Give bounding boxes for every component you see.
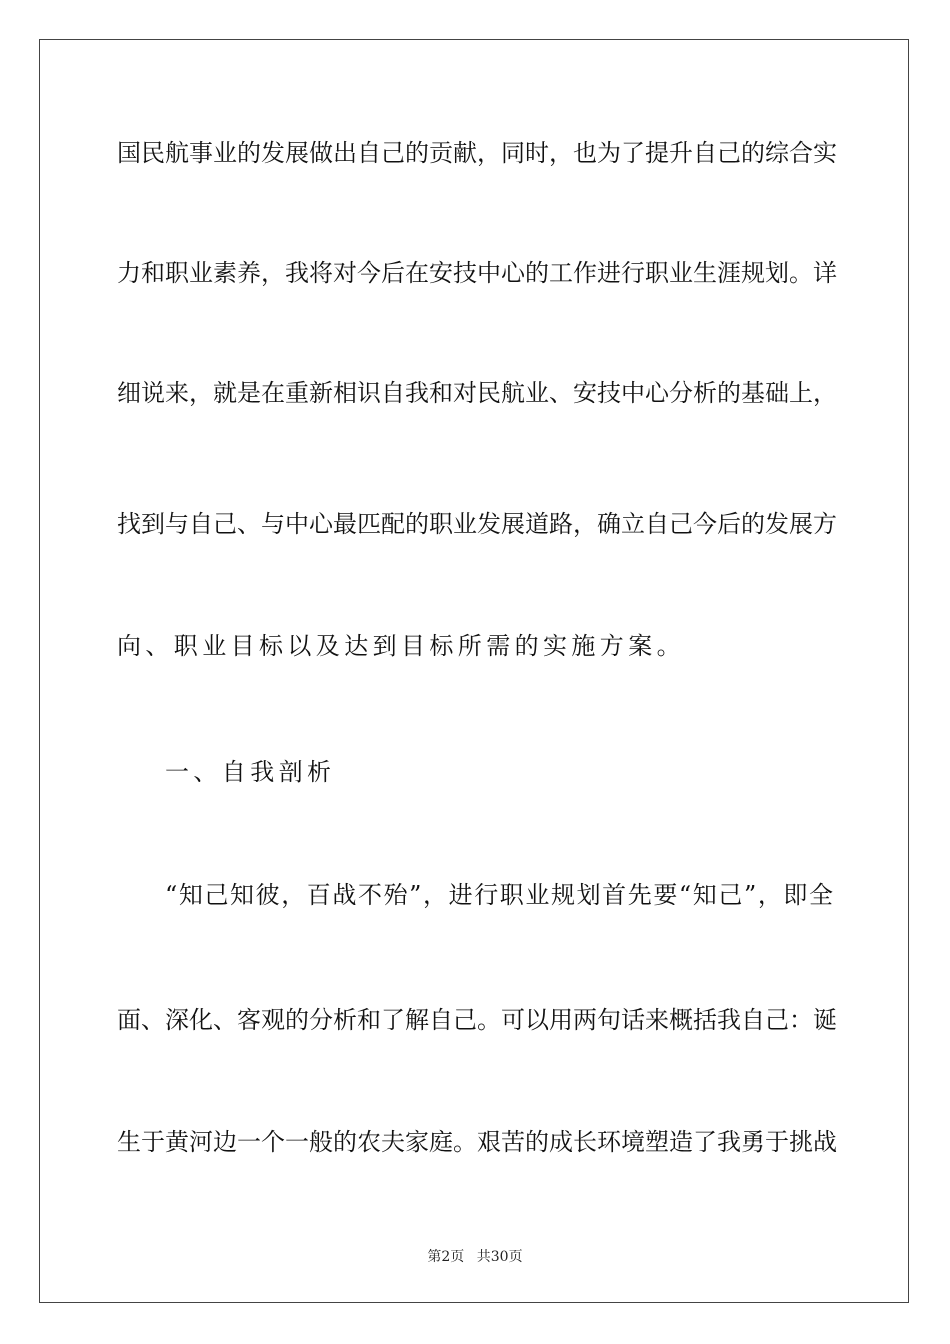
page-footer	[0, 1248, 950, 1266]
page-number: 第2页	[427, 1249, 465, 1265]
paragraph-line: 找到与自己、与中心最匹配的职业发展道路，确立自己今后的发展方	[117, 510, 837, 538]
paragraph-line: 生于黄河边一个一般的农夫家庭。艰苦的成长环境塑造了我勇于挑战	[117, 1128, 837, 1156]
paragraph-line: 力和职业素养，我将对今后在安技中心的工作进行职业生涯规划。详	[117, 259, 837, 287]
page-total: 共30页	[476, 1249, 523, 1265]
paragraph-line: 面、深化、客观的分析和了解自己。可以用两句话来概括我自己：诞	[117, 1006, 837, 1034]
paragraph-line: 国民航事业的发展做出自己的贡献，同时，也为了提升自己的综合实	[117, 139, 837, 167]
page-border	[39, 39, 909, 1303]
paragraph-line: “知己知彼，百战不殆”，进行职业规划首先要“知己”，即全	[165, 881, 833, 909]
section-heading: 一、自我剖析	[165, 758, 336, 786]
paragraph-line: 向、职业目标以及达到目标所需的实施方案。	[117, 632, 685, 660]
paragraph-line: 细说来，就是在重新相识自我和对民航业、安技中心分析的基础上，	[117, 379, 837, 407]
